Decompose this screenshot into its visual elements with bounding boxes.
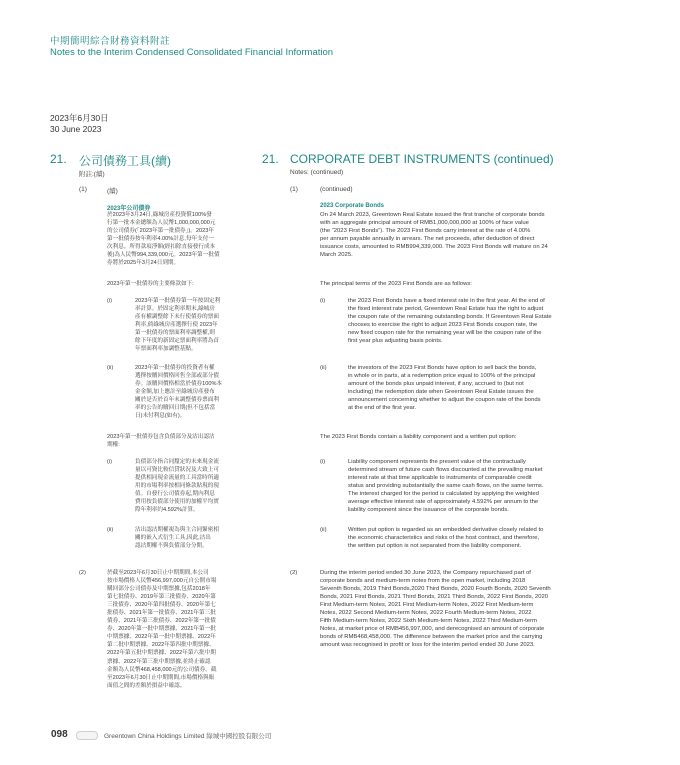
left-term-i-text: 2023年第一批債券第一年按固定利 率計算。於固定利率期末,綠城房 產有權調整餘下未行使債券的票面 利率,倘綠城房產選擇行使 2023年 第一批債券的票面利率調整權,則 餘下年度的新固定票面利率將為首 年票面利率加調整基點。 [135,298,221,353]
right-section-number: 21. [262,152,279,166]
right-item1-label: (continued) [320,186,353,193]
left-liab-i-text: 負債部分指合同釐定的未來現金流 量以可資比較信貸狀況及大致上可 提供相同現金流量的工具當時所適 用的市場利率按相同條款貼現的現 值。自發行公司債券起,期內利息 費用按負債部分使用的加權平均實 際年利率約4.592%計算。 [135,459,219,514]
left-term-ii-text: 2023年第一批債券的投資者有權 選擇按贖回價格回售全部或部分債 券。該贖回價格相當於債券100%本 金金額,加上應計至綠城房產發布 關於是否於首年末調整債券票面利 率的公告的贖回日期(但不包括當 日)未付利息(如有)。 [135,365,223,420]
left-terms-intro: 2023年第一批債券的主要條款如下: [107,281,194,287]
right-liab-i-number: (i) [320,459,326,465]
right-item2-number: (2) [290,570,298,576]
right-term-i-number: (i) [320,298,326,304]
header-title-cn: 中期簡明綜合財務資料附註 [50,36,171,47]
left-term-i-number: (i) [107,298,112,304]
right-bonds-heading: 2023 Corporate Bonds [320,203,385,209]
date-en: 30 June 2023 [50,124,102,134]
right-term-i-text: the 2023 First Bonds have a fixed interest rate in the first year. At the end of the fixed interest rate period, Greentown Real Estate has the right to adjust the coupon rate of the remaining outstanding bonds. If Greentown Real Estate chooses to exercise the right to adjust 2023 First Bonds coupon rate, the new fixed coupon rate for the remaining year will be the coupon rate of the first year plus adjusting basis points. [348,298,552,345]
left-notes-sub: 附註:(續) [79,171,105,178]
left-liability-intro: 2023年第一批債券包含負債部分及沽出認沽 期權: [107,434,215,449]
right-notes-sub: Notes: (continued) [290,169,344,176]
left-liab-ii-text: 沽出認沽期權視為與主合同緊密相 關的嵌入式衍生工具,因此,沽出 認沽期權不與負債部分分開。 [135,527,219,550]
left-item1-label: (續) [107,188,118,195]
right-term-ii-text: the investors of the 2023 First Bonds have option to sell back the bonds, in whole or in parts, at a redemption price equal to 100% of the principal amount of the bonds plus unpaid interest, if any, accrued to (but not including) the redemption date when Greentown Real Estate issues the announcement concerning whether to adjust the coupon rate of the bonds at the end of the first year. [348,365,541,412]
left-item2-number: (2) [79,570,86,576]
right-terms-intro: The principal terms of the 2023 First Bonds are as follows: [320,281,472,287]
header-title-en: Notes to the Interim Condensed Consolidated Financial Information [50,47,334,58]
right-section-title: CORPORATE DEBT INSTRUMENTS (continued) [290,152,554,166]
left-item2-text: 於截至2023年6月30日止中期期間,本公司 按市場價格人民幣456,997,000元自公開市場 購回部分公司債券及中期票據,包括2018年 第七批債券、2019年第三批債券、2020年第 三批債券、2020年第四批債券、2020年第七 批債券、2021年第一批債券、2021年第三批 債券、2021年第三批債券、2022年第一批債 券、2020年第一批中期票據、2021年第一批 中期票據、2022年第一批中期票據、2022年 第二批中期票據、2022年第四批中期票據、 2022年第五批中期票據、2022年第六批中期 票據、2022年第三批中期票據,並終止確認 金額為人民幣468,458,000元的公司債券。截 至2023年6月30日止中期期間,市場價格與賬 面值之間的差額於損益中確認。 [107,570,217,689]
right-item1-number: (1) [290,186,298,193]
right-item2-text: During the interim period ended 30 June 2023, the Company repurchased part of corporate bonds and medium-term notes from the open market, including 2018 Seventh Bonds, 2019 Third Bonds,2020 Third Bonds, 2020 Fourth Bonds, 2020 Seventh Bonds, 2021 First Bonds, 2021 Third Bonds, 2021 Third Bonds, 2022 First Bonds, 2020 First Medium-term Notes, 2021 First Medium-term Notes, 2022 First Medium-term Notes, 2022 Second Medium-term Notes, 2022 Fourth Medium-term Notes, 2022 Fifth Medium-term Notes, 2022 Sixth Medium-term Notes, 2022 Third Medium-term Notes, at market price of RMB456,997,000, and derecognised an amount of corporate bonds of RMB468,458,000. The difference between the market price and the carrying amount was recognised in profit or loss for the interim period ended 30 June 2023. [320,570,551,649]
right-liability-intro: The 2023 First Bonds contain a liability component and a written put option: [320,434,517,440]
footer-company-name: Greentown China Holdings Limited 綠城中國控股有限公司 [104,733,272,740]
right-term-ii-number: (ii) [320,365,327,371]
right-liab-i-text: Liability component represents the present value of the contractually determined stream of future cash flows discounted at the prevailing market interest rate at that time applicable to instruments of comparable credit status and providing substantially the same cash flows, on the same terms. The interest charged for the period is calculated by applying the weighted average effective interest rate of approximately 4.592% per annum to the liability component since the issuance of the corporate bonds. [348,459,544,514]
page-number: 098 [51,729,68,740]
footer-decorative-bar [76,731,98,740]
left-section-number: 21. [50,152,67,166]
right-bonds-paragraph: On 24 March 2023, Greentown Real Estate issued the first tranche of corporate bonds with an aggregate principal amount of RMB1,000,000,000 at 100% of face value (the “2023 First Bonds”). The 2023 First Bonds carry interest at the rate of 4.00% per annum payable annually in arrears. The net proceeds, after deduction of direct issuance costs, amounted to RMB994,339,000. The 2023 First Bonds will mature on 24 March 2025. [320,212,548,259]
left-item1-number: (1) [79,186,87,193]
left-term-ii-number: (ii) [107,365,114,371]
left-liab-i-number: (i) [107,459,112,465]
left-bonds-paragraph: 於2023年3月24日,綠城房產投資償100%發 行第一批本金總額為人民幣1,000,000,000元 的公司債券(「2023年第一批債券」)。2023年 第一批債券按年利率4.00%計息,每年支付一 次利息。所得款項淨額(經扣除直接發行成本 後)為人民幣994,339,000元。2023年第一批債 券將於2025年3月24日到期。 [107,212,220,267]
right-liab-ii-text: Written put option is regarded as an embedded derivative closely related to the economic characteristics and risks of the host contract, and therefore, the written put option is not separated from the liability component. [348,527,544,550]
right-liab-ii-number: (ii) [320,527,327,533]
left-bonds-heading: 2023年公司債券 [107,206,151,212]
date-cn: 2023年6月30日 [50,113,109,123]
left-liab-ii-number: (ii) [107,527,114,533]
left-section-title: 公司債務工具(續) [79,154,171,168]
